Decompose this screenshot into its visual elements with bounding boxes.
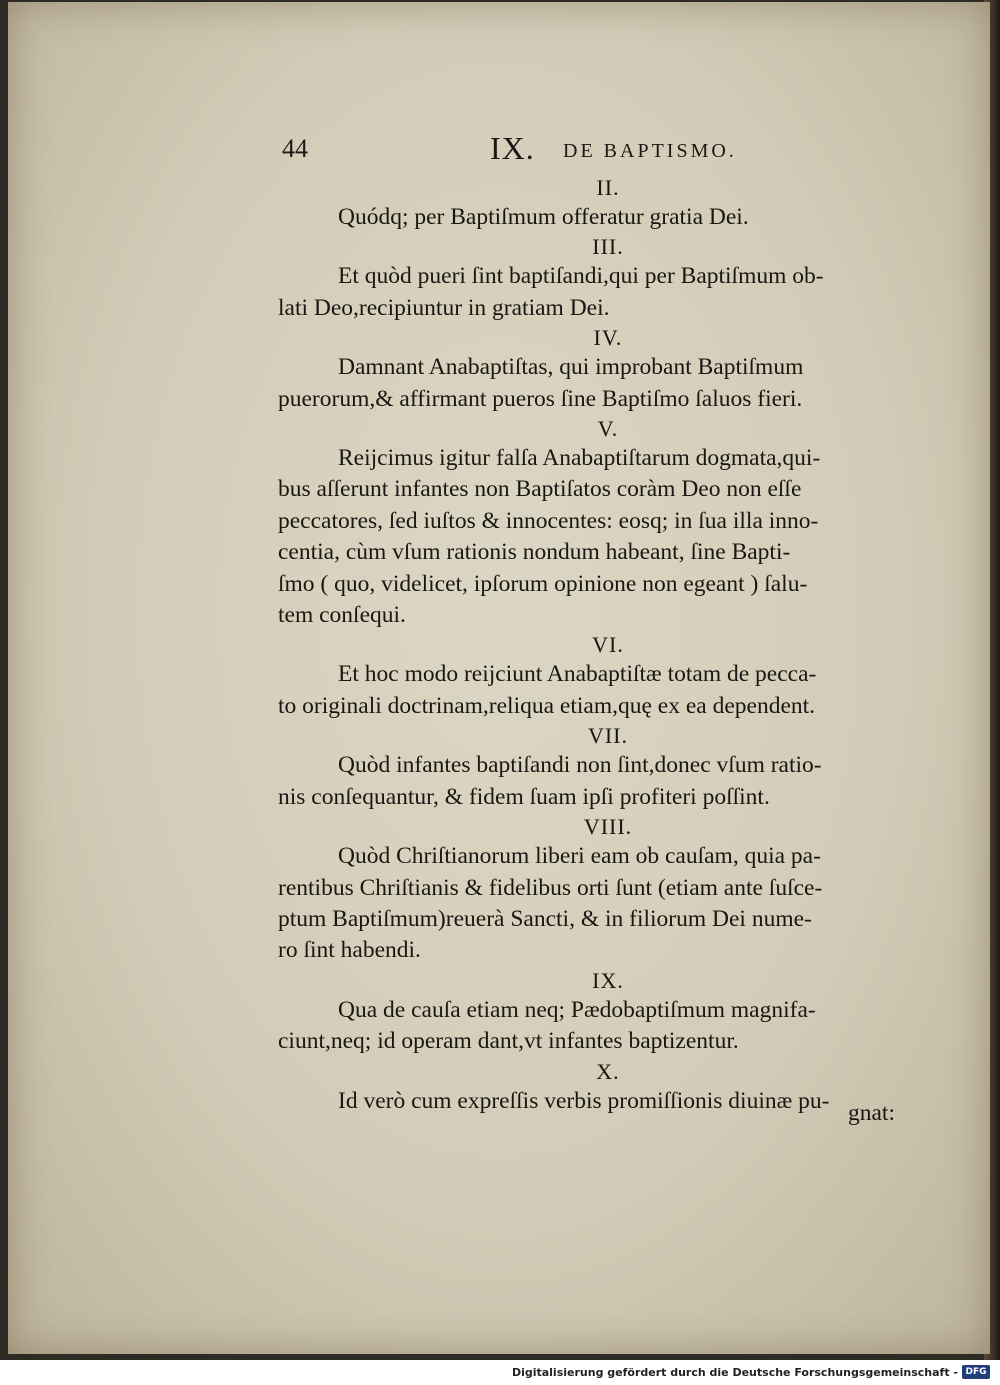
article bbox=[278, 1058, 938, 1117]
article-number: X. bbox=[596, 1058, 620, 1084]
catchword: gnat: bbox=[848, 1100, 895, 1126]
text-line: bus aſſerunt infantes non Baptiſatos coràm Deo non eſſe bbox=[278, 476, 802, 503]
footer-credit: Digitalisierung gefördert durch die Deutsche Forschungsgemeinschaft - bbox=[511, 1366, 958, 1379]
article-number: IV. bbox=[593, 325, 623, 351]
article-number: VI. bbox=[592, 632, 624, 658]
text-line: ro ſint habendi. bbox=[278, 937, 421, 964]
text-line: ptum Baptiſmum)reuerà Sancti, & in filiorum Dei nume- bbox=[278, 905, 812, 932]
text-line: Qua de cauſa etiam neq; Pædobaptiſmum magnifa- bbox=[338, 996, 816, 1023]
text-line: tem conſequi. bbox=[278, 602, 406, 629]
text-line: peccatores, ſed iuſtos & innocentes: eosq; in ſua illa inno- bbox=[278, 507, 819, 534]
text-line: puerorum,& affirmant pueros ſine Baptiſmo ſaluos fieri. bbox=[278, 385, 803, 412]
body-text bbox=[278, 174, 938, 1117]
text-line: Et quòd pueri ſint baptiſandi,qui per Baptiſmum ob- bbox=[338, 263, 824, 290]
article-number: II. bbox=[596, 175, 620, 200]
text-line: Quòd Chriſtianorum liberi eam ob cauſam, quia pa- bbox=[338, 843, 821, 870]
article-number: IX. bbox=[592, 967, 624, 993]
article-number: V. bbox=[597, 416, 619, 442]
article bbox=[278, 967, 938, 1058]
dfg-logo: DFG bbox=[962, 1365, 990, 1379]
text-line: Damnant Anabaptiſtas, qui improbant Baptiſmum bbox=[338, 354, 804, 381]
article bbox=[278, 233, 938, 324]
text-line: Id verò cum expreſſis verbis promiſſionis diuinæ pu- bbox=[338, 1087, 830, 1114]
chapter-number: IX. bbox=[490, 130, 535, 166]
article bbox=[278, 722, 938, 813]
text-line: rentibus Chriſtianis & fidelibus orti ſunt (etiam ante ſuſce- bbox=[278, 874, 823, 901]
text-line: Et hoc modo reijciunt Anabaptiſtæ totam de pecca- bbox=[338, 661, 817, 688]
text-line: ſmo ( quo, videlicet, ipſorum opinione non egeant ) ſalu- bbox=[278, 570, 808, 597]
running-head bbox=[8, 130, 990, 170]
article bbox=[278, 324, 938, 415]
article bbox=[278, 631, 938, 722]
article-number: VII. bbox=[587, 723, 629, 749]
article bbox=[278, 415, 938, 631]
text-line: Reijcimus igitur falſa Anabaptiſtarum dogmata,qui- bbox=[338, 445, 821, 472]
article bbox=[278, 813, 938, 967]
chapter-title: DE BAPTISMO. bbox=[563, 140, 737, 162]
article-number: VIII. bbox=[583, 814, 633, 840]
text-line: nis conſequantur, & fidem ſuam ipſi profiteri poſſint. bbox=[278, 783, 770, 810]
page-number: 44 bbox=[282, 134, 308, 163]
text-line: ciunt,neq; id operam dant,vt infantes baptizentur. bbox=[278, 1028, 739, 1055]
text-line: to originali doctrinam,reliqua etiam,quę ex ea dependent. bbox=[278, 692, 816, 719]
text-line: centia, cùm vſum rationis nondum habeant, ſine Bapti- bbox=[278, 539, 791, 566]
text-line: Quòd infantes baptiſandi non ſint,donec vſum ratio- bbox=[338, 752, 822, 779]
text-line: lati Deo,recipiuntur in gratiam Dei. bbox=[278, 294, 610, 321]
book-page bbox=[8, 2, 990, 1354]
footer-bar bbox=[0, 1360, 1000, 1385]
article bbox=[278, 174, 938, 233]
text-line: Quódq; per Baptiſmum offeratur gratia Dei. bbox=[338, 204, 749, 230]
article-number: III. bbox=[592, 234, 624, 260]
